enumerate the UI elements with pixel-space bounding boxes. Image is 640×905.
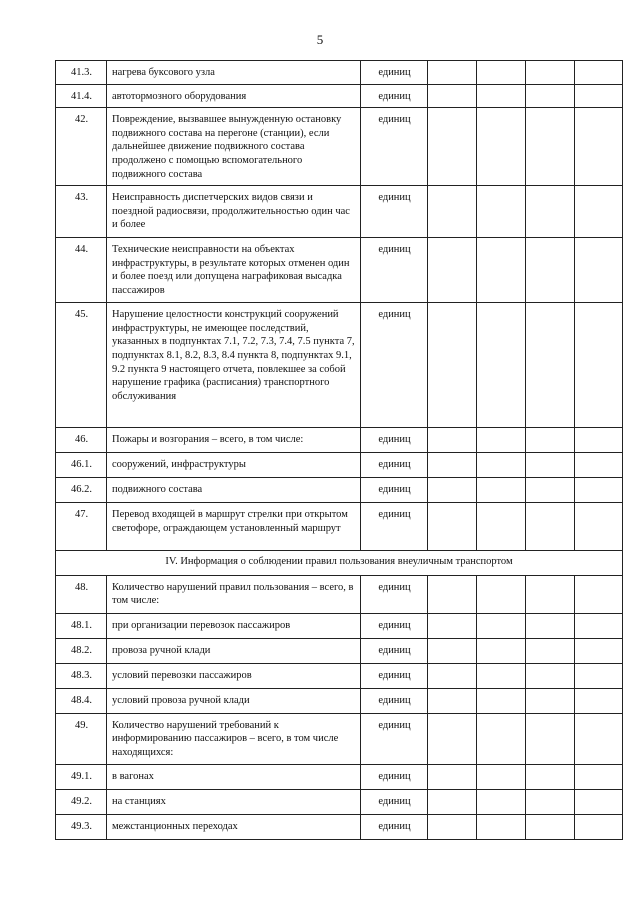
row-number-cell: 42. [56, 108, 107, 186]
unit-cell: единиц [361, 575, 428, 613]
indicator-name-cell: сооружений, инфраструктуры [107, 453, 361, 478]
table-row [56, 186, 623, 238]
table-row [56, 478, 623, 503]
value-cell [477, 663, 526, 688]
row-number-cell: 49.1. [56, 764, 107, 789]
value-cell [526, 238, 575, 303]
row-number-cell: 41.3. [56, 61, 107, 85]
unit-cell: единиц [361, 503, 428, 551]
value-cell [575, 84, 623, 108]
value-cell [575, 613, 623, 638]
row-number-cell: 48.4. [56, 688, 107, 713]
indicator-name-cell: условий перевозки пассажиров [107, 663, 361, 688]
value-cell [428, 108, 477, 186]
unit-cell: единиц [361, 638, 428, 663]
value-cell [575, 453, 623, 478]
unit-cell: единиц [361, 238, 428, 303]
value-cell [428, 61, 477, 85]
row-number-cell: 43. [56, 186, 107, 238]
report-table [55, 60, 623, 840]
value-cell [526, 688, 575, 713]
value-cell [477, 84, 526, 108]
value-cell [477, 613, 526, 638]
table-row [56, 453, 623, 478]
value-cell [575, 789, 623, 814]
value-cell [526, 303, 575, 428]
table-row [56, 789, 623, 814]
table-row [56, 503, 623, 551]
row-number-cell: 46. [56, 428, 107, 453]
value-cell [477, 638, 526, 663]
table-row [56, 61, 623, 85]
value-cell [526, 478, 575, 503]
value-cell [575, 238, 623, 303]
unit-cell: единиц [361, 61, 428, 85]
value-cell [526, 503, 575, 551]
value-cell [477, 238, 526, 303]
page-number: 5 [316, 32, 324, 47]
row-number-cell: 41.4. [56, 84, 107, 108]
value-cell [428, 453, 477, 478]
value-cell [477, 303, 526, 428]
indicator-name-cell: автотормозного оборудования [107, 84, 361, 108]
value-cell [428, 84, 477, 108]
value-cell [428, 478, 477, 503]
table-row [56, 303, 623, 428]
table-row [56, 663, 623, 688]
row-number-cell: 48.3. [56, 663, 107, 688]
table-row [56, 814, 623, 839]
table-row [56, 108, 623, 186]
value-cell [526, 453, 575, 478]
unit-cell: единиц [361, 478, 428, 503]
table-row [56, 688, 623, 713]
value-cell [428, 638, 477, 663]
value-cell [428, 713, 477, 764]
value-cell [526, 61, 575, 85]
indicator-name-cell: Неисправность диспетчерских видов связи и поездной радиосвязи, продолжительностью один час и более [107, 186, 361, 238]
indicator-name-cell: Количество нарушений требований к информированию пассажиров – всего, в том числе находящихся: [107, 713, 361, 764]
row-number-cell: 49.3. [56, 814, 107, 839]
value-cell [575, 713, 623, 764]
unit-cell: единиц [361, 428, 428, 453]
value-cell [575, 303, 623, 428]
value-cell [428, 238, 477, 303]
value-cell [526, 575, 575, 613]
row-number-cell: 48. [56, 575, 107, 613]
value-cell [428, 663, 477, 688]
indicator-name-cell: Перевод входящей в маршрут стрелки при открытом светофоре, ограждающем установленный маршрут [107, 503, 361, 551]
unit-cell: единиц [361, 789, 428, 814]
value-cell [526, 713, 575, 764]
value-cell [428, 428, 477, 453]
indicator-name-cell: Количество нарушений правил пользования – всего, в том числе: [107, 575, 361, 613]
value-cell [526, 789, 575, 814]
unit-cell: единиц [361, 186, 428, 238]
section-header-row [56, 551, 623, 576]
value-cell [526, 108, 575, 186]
value-cell [428, 688, 477, 713]
table-row [56, 638, 623, 663]
value-cell [526, 613, 575, 638]
unit-cell: единиц [361, 713, 428, 764]
value-cell [477, 575, 526, 613]
value-cell [477, 713, 526, 764]
value-cell [428, 186, 477, 238]
unit-cell: единиц [361, 84, 428, 108]
value-cell [575, 503, 623, 551]
value-cell [526, 814, 575, 839]
value-cell [477, 478, 526, 503]
unit-cell: единиц [361, 814, 428, 839]
value-cell [575, 638, 623, 663]
value-cell [575, 575, 623, 613]
value-cell [477, 61, 526, 85]
value-cell [477, 814, 526, 839]
value-cell [575, 814, 623, 839]
table-row [56, 575, 623, 613]
value-cell [575, 428, 623, 453]
value-cell [526, 764, 575, 789]
row-number-cell: 49.2. [56, 789, 107, 814]
indicator-name-cell: подвижного состава [107, 478, 361, 503]
value-cell [575, 108, 623, 186]
value-cell [477, 764, 526, 789]
indicator-name-cell: провоза ручной клади [107, 638, 361, 663]
row-number-cell: 49. [56, 713, 107, 764]
row-number-cell: 47. [56, 503, 107, 551]
unit-cell: единиц [361, 688, 428, 713]
row-number-cell: 48.1. [56, 613, 107, 638]
value-cell [428, 789, 477, 814]
unit-cell: единиц [361, 108, 428, 186]
value-cell [575, 186, 623, 238]
value-cell [477, 789, 526, 814]
value-cell [477, 108, 526, 186]
indicator-name-cell: при организации перевозок пассажиров [107, 613, 361, 638]
table-row [56, 764, 623, 789]
value-cell [526, 186, 575, 238]
value-cell [428, 303, 477, 428]
indicator-name-cell: Пожары и возгорания – всего, в том числе: [107, 428, 361, 453]
row-number-cell: 48.2. [56, 638, 107, 663]
unit-cell: единиц [361, 453, 428, 478]
value-cell [575, 764, 623, 789]
value-cell [575, 478, 623, 503]
value-cell [428, 764, 477, 789]
indicator-name-cell: в вагонах [107, 764, 361, 789]
row-number-cell: 46.2. [56, 478, 107, 503]
indicator-name-cell: Нарушение целостности конструкций сооружений инфраструктуры, не имеющее последствий, указанных в подпунктах 7.1, 7.2, 7.3, 7.4, 7.5 пункта 7, подпунктах 8.1, 8.2, 8.3, 8.4 пункта 8, подпунктах 9.1, 9.2 пункта 9 настоящего отчета, повлекшее за собой нарушение графика (расписания) транспортного обслуживания [107, 303, 361, 428]
value-cell [428, 503, 477, 551]
value-cell [477, 186, 526, 238]
value-cell [428, 575, 477, 613]
unit-cell: единиц [361, 613, 428, 638]
indicator-name-cell: условий провоза ручной клади [107, 688, 361, 713]
row-number-cell: 45. [56, 303, 107, 428]
table-row [56, 613, 623, 638]
table-row [56, 428, 623, 453]
value-cell [477, 503, 526, 551]
indicator-name-cell: межстанционных переходах [107, 814, 361, 839]
unit-cell: единиц [361, 764, 428, 789]
indicator-name-cell: на станциях [107, 789, 361, 814]
section-title: IV. Информация о соблюдении правил пользования внеуличным транспортом [56, 551, 623, 576]
value-cell [526, 428, 575, 453]
table-row [56, 84, 623, 108]
row-number-cell: 44. [56, 238, 107, 303]
table-row [56, 238, 623, 303]
value-cell [428, 613, 477, 638]
unit-cell: единиц [361, 303, 428, 428]
value-cell [526, 84, 575, 108]
value-cell [477, 688, 526, 713]
value-cell [575, 663, 623, 688]
indicator-name-cell: нагрева буксового узла [107, 61, 361, 85]
value-cell [477, 453, 526, 478]
indicator-name-cell: Технические неисправности на объектах инфраструктуры, в результате которых отменен один и более поезд или допущена награфиковая высадка пассажиров [107, 238, 361, 303]
unit-cell: единиц [361, 663, 428, 688]
value-cell [526, 663, 575, 688]
row-number-cell: 46.1. [56, 453, 107, 478]
value-cell [526, 638, 575, 663]
value-cell [575, 688, 623, 713]
value-cell [575, 61, 623, 85]
value-cell [428, 814, 477, 839]
indicator-name-cell: Повреждение, вызвавшее вынужденную остановку подвижного состава на перегоне (станции), если дальнейшее движение подвижного состава продолжено с помощью вспомогательного подвижного состава [107, 108, 361, 186]
table-row [56, 713, 623, 764]
value-cell [477, 428, 526, 453]
